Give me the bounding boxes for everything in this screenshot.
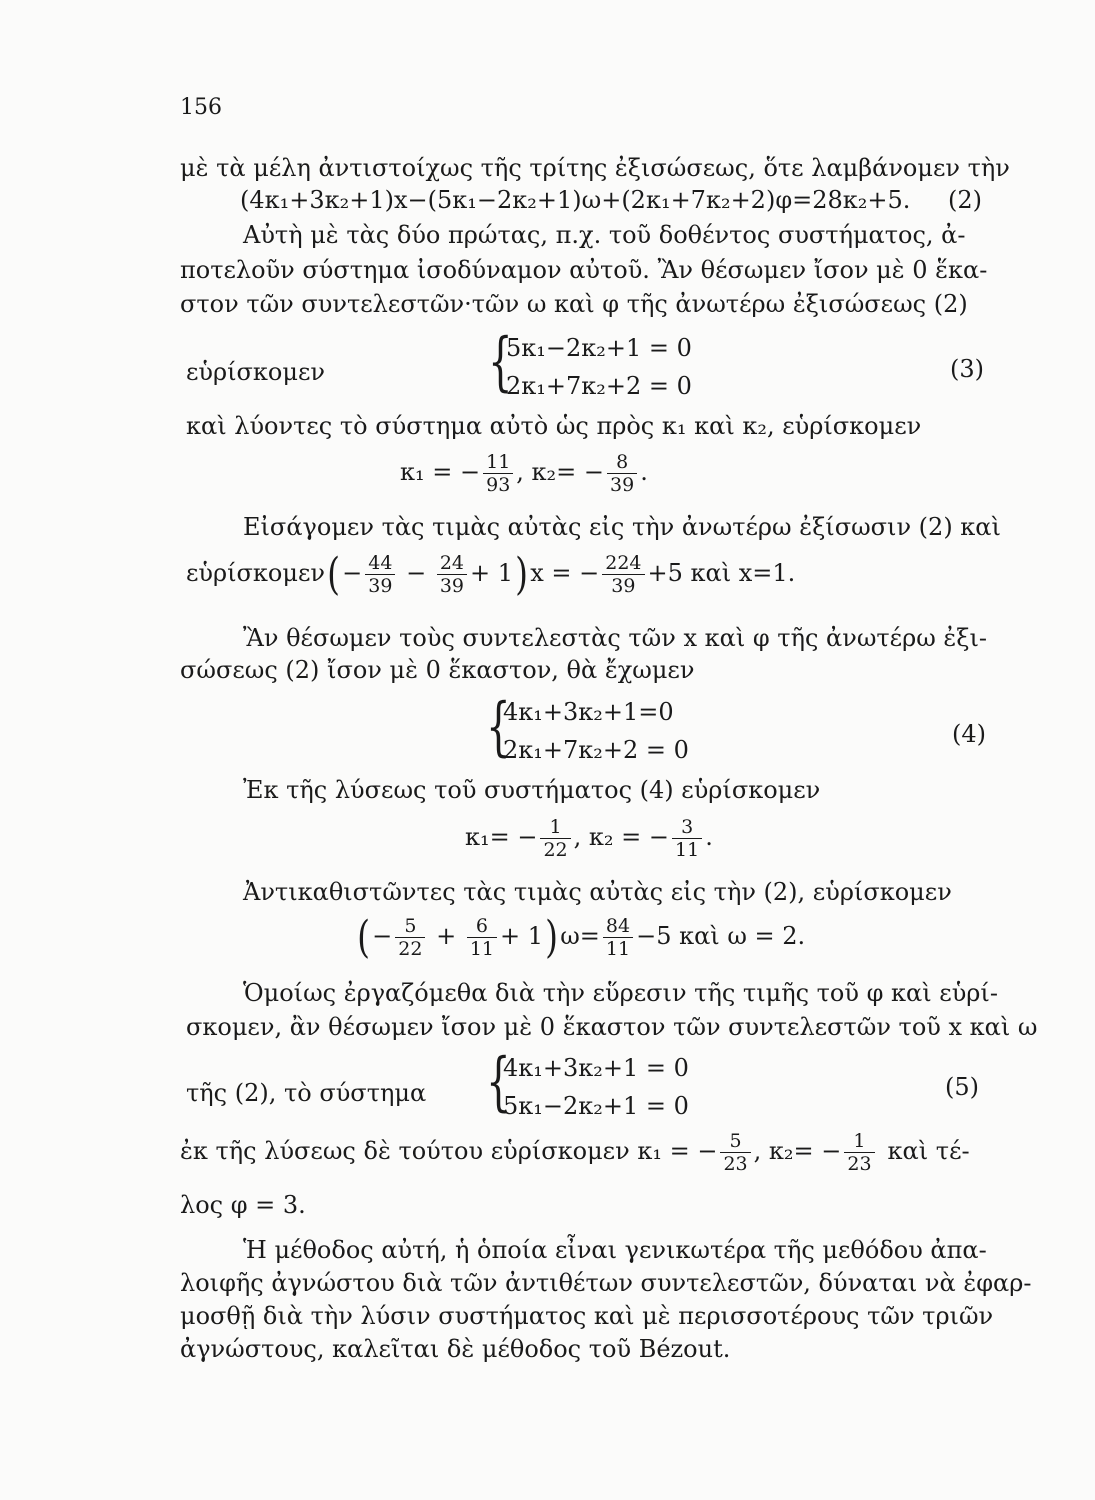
brace-icon: { bbox=[486, 690, 511, 764]
text-line: σκομεν, ἂν θέσωμεν ἴσον μὲ 0 ἕκαστον τῶν συντελεστῶν τοῦ x καὶ ω bbox=[186, 1013, 1038, 1041]
paren: ) bbox=[515, 548, 529, 600]
text-line: καὶ λύοντες τὸ σύστημα αὐτὸ ὡς πρὸς κ₁ καὶ κ₂, εὑρίσκομεν bbox=[186, 412, 922, 440]
numerator: 84 bbox=[603, 915, 633, 938]
denominator: 39 bbox=[611, 575, 636, 597]
text-line: ἀγνώστους, καλεῖται δὲ μέθοδος τοῦ Bézout. bbox=[180, 1335, 731, 1363]
numerator: 224 bbox=[602, 552, 644, 575]
equation-number: (4) bbox=[952, 720, 986, 748]
denominator: 39 bbox=[439, 575, 465, 597]
text-line: στον τῶν συντελεστῶν·τῶν ω καὶ φ τῆς ἀνωτέρω ἐξισώσεως (2) bbox=[180, 290, 968, 318]
result-text: κ₁= − bbox=[465, 823, 538, 851]
paren: ( bbox=[357, 911, 371, 963]
system-label: τῆς (2), τὸ σύστημα bbox=[186, 1079, 427, 1107]
text-line: Αὐτὴ μὲ τὰς δύο πρώτας, π.χ. τοῦ δοθέντος συστήματος, ἀ- bbox=[243, 221, 966, 249]
fraction bbox=[844, 1130, 874, 1175]
equation-text: x = − bbox=[530, 559, 600, 587]
denominator: 11 bbox=[605, 938, 631, 960]
denominator: 11 bbox=[675, 839, 700, 861]
brace-icon: { bbox=[486, 1045, 511, 1119]
equation-number: (2) bbox=[948, 186, 982, 214]
denominator: 23 bbox=[723, 1153, 748, 1175]
text-line: Ὁμοίως ἐργαζόμεθα διὰ τὴν εὕρεσιν τῆς τιμῆς τοῦ φ καὶ εὑρί- bbox=[243, 979, 998, 1007]
text-segment: ἐκ τῆς λύσεως δὲ τούτου εὑρίσκομεν κ₁ = − bbox=[180, 1137, 718, 1165]
numerator: 44 bbox=[365, 552, 395, 575]
numerator: 6 bbox=[467, 915, 497, 938]
numerator: 5 bbox=[395, 915, 425, 938]
text-segment: , κ₂= − bbox=[753, 1137, 842, 1165]
fraction bbox=[483, 451, 513, 496]
denominator: 39 bbox=[610, 474, 635, 496]
page-number: 156 bbox=[180, 95, 222, 120]
result-text: κ₁ = − bbox=[400, 458, 481, 486]
numerator: 5 bbox=[720, 1130, 750, 1153]
fraction bbox=[437, 552, 467, 597]
result-line bbox=[465, 816, 713, 861]
paren: ( bbox=[327, 548, 341, 600]
fraction bbox=[395, 915, 425, 960]
text-line: ποτελοῦν σύστημα ἰσοδύναμον αὐτοῦ. Ἂν θέσωμεν ἴσον μὲ 0 ἕκα- bbox=[180, 256, 988, 284]
result-line bbox=[400, 451, 648, 496]
equation-text: ω= bbox=[560, 922, 600, 950]
result-text: . bbox=[705, 823, 713, 851]
fraction bbox=[603, 915, 633, 960]
numerator: 1 bbox=[844, 1130, 874, 1153]
denominator: 22 bbox=[398, 938, 423, 960]
denominator: 11 bbox=[469, 938, 495, 960]
text-line: λος φ = 3. bbox=[180, 1191, 306, 1219]
system-equation: 4κ₁+3κ₂+1 = 0 bbox=[503, 1054, 689, 1082]
text-line: Ἀντικαθιστῶντες τὰς τιμὰς αὐτὰς εἰς τὴν (2), εὑρίσκομεν bbox=[243, 878, 952, 906]
numerator: 3 bbox=[672, 816, 702, 839]
system-equation: 2κ₁+7κ₂+2 = 0 bbox=[506, 372, 692, 400]
numerator: 11 bbox=[483, 451, 513, 474]
equation-line: εὑρίσκομεν(− $\frac{44}{39}$ − $\frac{24}{39}$ + 1)x = − $\frac{224}{39}$ +5 καὶ x=1. bbox=[186, 548, 796, 600]
text-segment: καὶ τέ- bbox=[887, 1137, 970, 1165]
text-line: Ἂν θέσωμεν τοὺς συντελεστὰς τῶν x καὶ φ τῆς ἀνωτέρω ἐξι- bbox=[243, 624, 988, 652]
system-equation: 5κ₁−2κ₂+1 = 0 bbox=[506, 334, 692, 362]
fraction bbox=[365, 552, 395, 597]
numerator: 1 bbox=[540, 816, 570, 839]
fraction bbox=[467, 915, 497, 960]
text-line: σώσεως (2) ἴσον μὲ 0 ἕκαστον, θὰ ἔχωμεν bbox=[180, 656, 695, 684]
equation-number: (3) bbox=[950, 355, 984, 383]
system-label: εὑρίσκομεν bbox=[186, 358, 325, 386]
text-line bbox=[180, 1130, 970, 1175]
equation-text: + 1 bbox=[500, 922, 544, 950]
system-equation: 4κ₁+3κ₂+1=0 bbox=[503, 698, 674, 726]
fraction bbox=[672, 816, 702, 861]
denominator: 93 bbox=[486, 474, 511, 496]
equation-line: (− $\frac{5}{22}$ + $\frac{6}{11}$ + 1)ω= $\frac{84}{11}$ −5 καὶ ω = 2. bbox=[357, 911, 806, 963]
equation-number: (5) bbox=[945, 1073, 979, 1101]
denominator: 23 bbox=[847, 1153, 872, 1175]
paren: ) bbox=[545, 911, 559, 963]
text-line: μοσθῇ διὰ τὴν λύσιν συστήματος καὶ μὲ περισσοτέρους τῶν τριῶν bbox=[180, 1302, 994, 1330]
equation-text: −5 καὶ ω = 2. bbox=[636, 922, 806, 950]
result-text: , κ₂ = − bbox=[573, 823, 670, 851]
text-line: Ἡ μέθοδος αὐτή, ἡ ὁποία εἶναι γενικωτέρα τῆς μεθόδου ἀπα- bbox=[243, 1236, 987, 1264]
brace-icon: { bbox=[488, 325, 513, 399]
text-line: λοιφῆς ἀγνώστου διὰ τῶν ἀντιθέτων συντελεστῶν, δύναται νὰ ἐφαρ- bbox=[180, 1269, 1032, 1297]
fraction bbox=[720, 1130, 750, 1175]
fraction bbox=[602, 552, 644, 597]
system-equation: 2κ₁+7κ₂+2 = 0 bbox=[503, 736, 689, 764]
equation-text: +5 καὶ x=1. bbox=[647, 559, 796, 587]
fraction bbox=[607, 451, 637, 496]
equation-text: + 1 bbox=[470, 559, 514, 587]
text-line: Ἐκ τῆς λύσεως τοῦ συστήματος (4) εὑρίσκομεν bbox=[243, 776, 821, 804]
numerator: 8 bbox=[607, 451, 637, 474]
numerator: 24 bbox=[437, 552, 467, 575]
system-equation: 5κ₁−2κ₂+1 = 0 bbox=[503, 1092, 689, 1120]
denominator: 22 bbox=[543, 839, 568, 861]
result-text: , κ₂= − bbox=[516, 458, 605, 486]
fraction bbox=[540, 816, 570, 861]
text-line: μὲ τὰ μέλη ἀντιστοίχως τῆς τρίτης ἐξισώσεως, ὅτε λαμβάνομεν τὴν bbox=[180, 154, 1010, 182]
denominator: 39 bbox=[368, 575, 393, 597]
result-text: . bbox=[640, 458, 648, 486]
equation-label: εὑρίσκομεν bbox=[186, 559, 325, 587]
equation-line: (4κ₁+3κ₂+1)x−(5κ₁−2κ₂+1)ω+(2κ₁+7κ₂+2)φ=28κ₂+5. bbox=[240, 186, 911, 214]
text-line: Εἰσάγομεν τὰς τιμὰς αὐτὰς εἰς τὴν ἀνωτέρω ἐξίσωσιν (2) καὶ bbox=[243, 513, 1001, 541]
